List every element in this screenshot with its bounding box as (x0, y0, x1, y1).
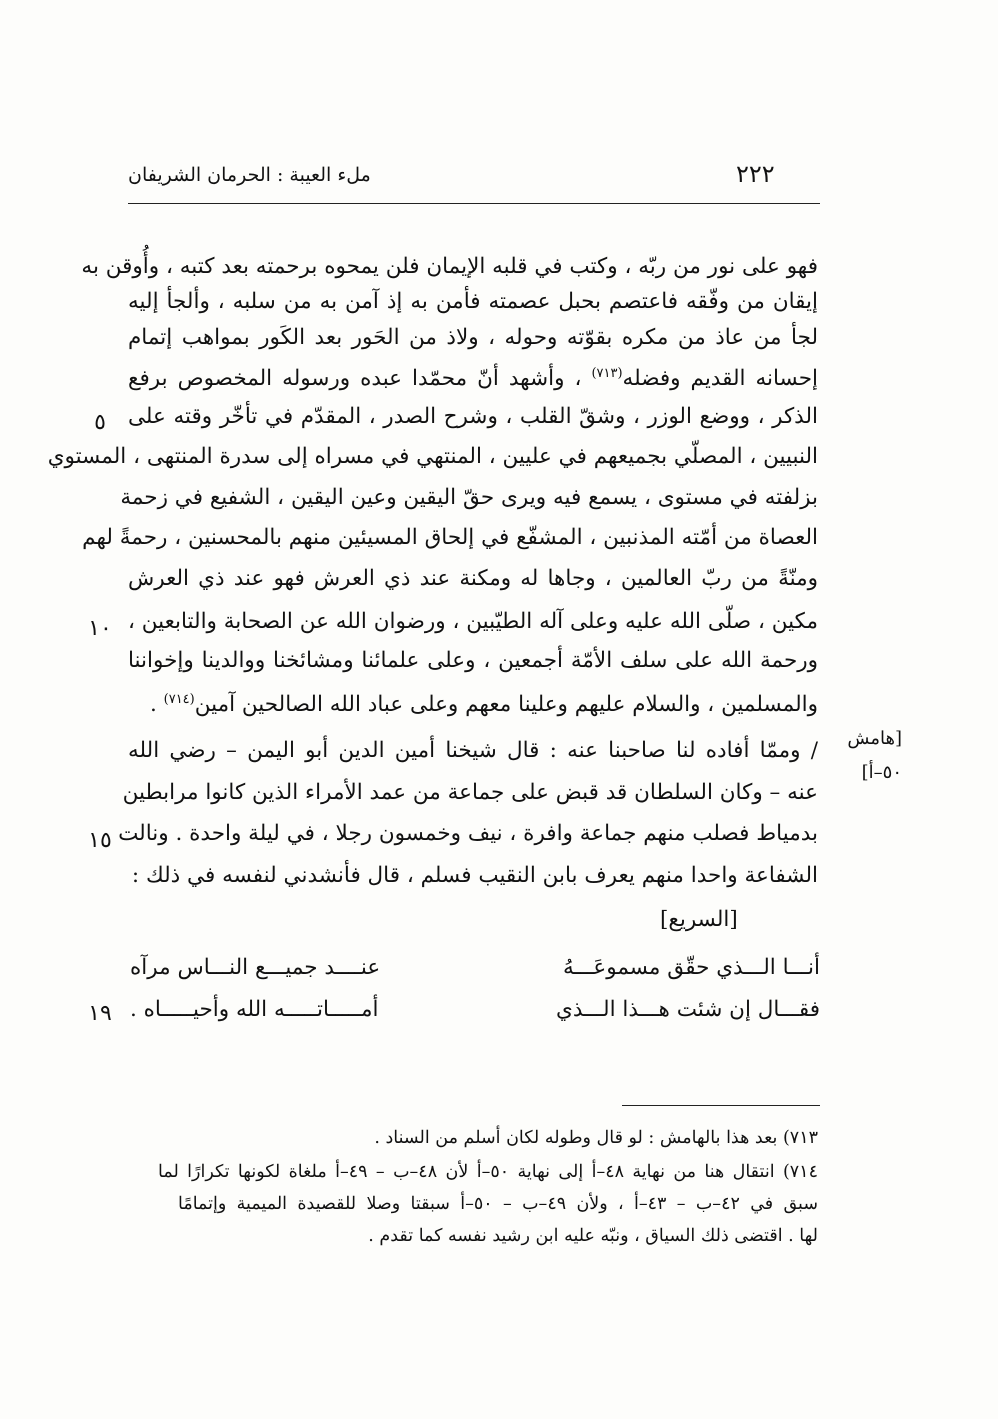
text-line: مكين ، صلّى الله عليه وعلى آله الطيّبين ، ورضوان الله عن الصحابة والتابعين ، (128, 609, 818, 634)
text-line: عنه – وكان السلطان قد قبض على جماعة من عمد الأمراء الذين كانوا مرابطين (122, 780, 818, 805)
text-line: فهو على نور من ربّه ، وكتب في قلبه الإيمان فلن يمحوه برحمته بعد كتبه ، وأُوقن به (81, 254, 818, 279)
header-rule (128, 203, 820, 204)
text-line: لجأ من عاذ من مكره بقوّته وحوله ، ولاذ من الحَور بعد الكَور بمواهب إتمام (128, 325, 818, 350)
verse-hemistich-second: أمـــــاتـــــه الله وأحيـــــاه . (130, 997, 379, 1022)
line-number: ٥ (94, 410, 106, 435)
text-line: / وممّا أفاده لنا صاحبنا عنه : قال شيخنا أمين الدين أبو اليمن – رضي الله (128, 738, 818, 763)
footnote-line: ٧١٤) انتقال هنا من نهاية ٤٨–أ إلى نهاية ٥٠–أ لأن ٤٨–ب – ٤٩–أ ملغاة لكونها تكرارًا لما (158, 1162, 818, 1182)
footnote-line: لها . اقتضى ذلك السياق ، ونبّه عليه ابن رشيد نفسه كما تقدم . (368, 1226, 818, 1246)
text-line: الشفاعة واحدا منهم يعرف بابن النقيب فسلم ، قال فأنشدني لنفسه في ذلك : (131, 863, 818, 888)
line-number: ١٥ (88, 828, 112, 853)
footnote-reference: (٧١٤) (163, 692, 195, 707)
verse-hemistich-first: أنـــا الـــذي حقّق مسموعَـــهُ (562, 955, 820, 980)
text-line: الذكر ، ووضع الوزر ، وشقّ القلب ، وشرح الصدر ، المقدّم في تأخّر وقته على (128, 404, 818, 429)
footnote-separator (622, 1105, 820, 1106)
text-line: بزلفته في مستوى ، يسمع فيه ويرى حقّ اليقين وعين اليقين ، الشفيع في زحمة (120, 485, 818, 510)
verse-hemistich-first: فقـــال إن شئت هـــذا الـــذي (556, 997, 820, 1022)
line-number: ١٠ (88, 616, 112, 641)
text-line: إيقان من وفّقه فاعتصم بحبل عصمته فأمن به إذ آمن به من سلبه ، وألجأ إليه (128, 289, 818, 314)
page-number: ٢٢٢ (736, 160, 775, 188)
text-line: والمسلمين ، والسلام عليهم وعلينا معهم وعلى عباد الله الصالحين آمين$^{(٧١٤)}$ . (149, 692, 818, 718)
footnote-line: ٧١٣) بعد هذا بالهامش : لو قال وطوله لكان أسلم من السناد . (374, 1128, 818, 1148)
margin-note-line: ٥٠–أ] (861, 762, 902, 783)
text-line: العصاة من أمّته المذنبين ، المشفّع في إلحاق المسيئين منهم بالمحسنين ، رحمةً لهم (82, 525, 818, 550)
text-line: إحسانه القديم وفضله$^{(٧١٣)}$ ، وأشهد أنّ محمّدا عبده ورسوله المخصوص برفع (128, 366, 819, 392)
margin-note-line: [هامش (847, 728, 902, 749)
line-number: ١٩ (88, 1001, 112, 1026)
text-line: بدمياط فصلب منهم جماعة وافرة ، نيف وخمسون رجلا ، في ليلة واحدة . ونالت (118, 821, 818, 846)
footnote-line: سبق في ٤٢–ب – ٤٣–أ ، ولأن ٤٩–ب – ٥٠–أ سبقتا وصلا للقصيدة الميمية وإتمامًا (178, 1194, 819, 1214)
text-line: ومنّةً من ربّ العالمين ، وجاها له ومكنة عند ذي العرش فهو عند ذي العرش (128, 566, 818, 591)
verse-hemistich-second: عنــــد جميـــع النـــاس مرآه (130, 955, 381, 980)
text-line: النبيين ، المصلّي بجميعهم في عليين ، المنتهي في مسراه إلى سدرة المنتهى ، المستوي (47, 444, 818, 469)
footnote-reference: (٧١٣) (591, 366, 623, 381)
text-line: ورحمة الله على سلف الأمّة أجمعين ، وعلى علمائنا ومشائخنا ووالدينا وإخواننا (128, 648, 818, 673)
running-title: ملء العيبة : الحرمان الشريفان (128, 164, 371, 186)
poetic-meter: [السريع] (660, 907, 738, 932)
